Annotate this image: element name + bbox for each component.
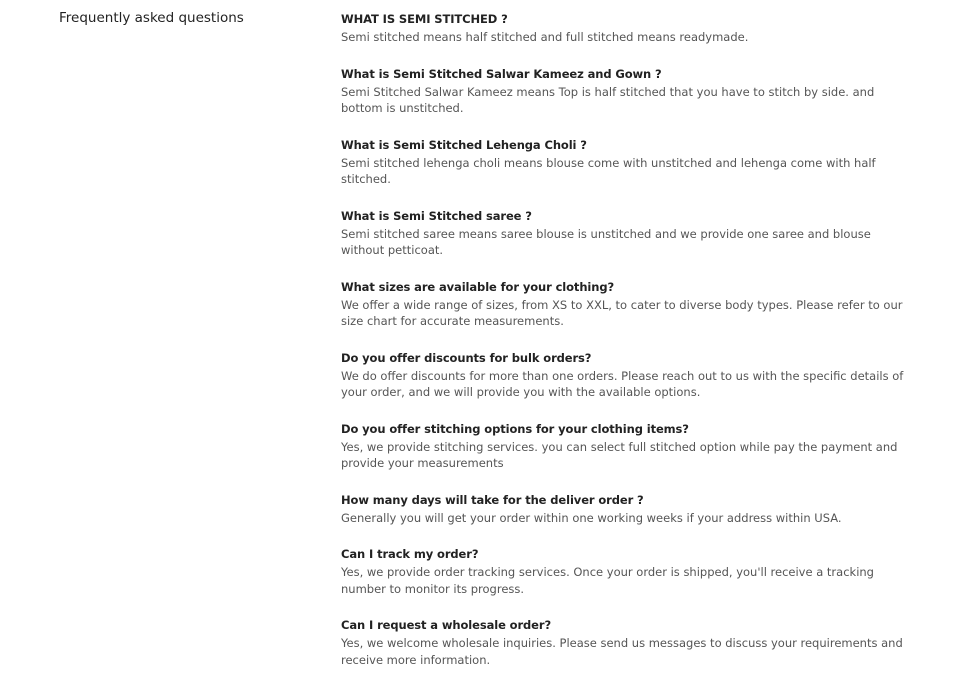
faq-item [341,279,913,330]
faq-question: WHAT IS SEMI STITCHED ? [341,12,508,26]
faq-question: What sizes are available for your clothing? [341,279,615,294]
faq-answer: Semi Stitched Salwar Kameez means Top is half stitched that you have to stitch by side. and bottom is unstitched. [341,84,875,115]
faq-item [341,66,913,117]
faq-question: Do you offer discounts for bulk orders? [341,350,592,365]
faq-answer: Yes, we provide order tracking services. Once your order is shipped, you'll receive a tracking number to monitor its progress. [341,565,874,596]
faq-list [341,11,913,688]
faq-answer: We offer a wide range of sizes, from XS to XXL, to cater to diverse body types. Please refer to our size chart for accurate measurements. [341,297,903,328]
faq-item [341,421,913,472]
faq-answer: We do offer discounts for more than one orders. Please reach out to us with the specific details of your order, and we will provide you with the available options. [341,368,904,399]
faq-answer: Generally you will get your order within one working weeks if your address within USA. [341,510,842,525]
faq-item [341,492,913,527]
faq-question: What is Semi Stitched Lehenga Choli ? [341,137,587,152]
faq-item [341,617,913,668]
faq-answer: Yes, we welcome wholesale inquiries. Please send us messages to discuss your requirements and receive more information. [341,636,903,667]
faq-item [341,208,913,259]
faq-answer: Semi stitched lehenga choli means blouse come with unstitched and lehenga come with half stitched. [341,155,876,186]
faq-item [341,137,913,188]
faq-question: What is Semi Stitched saree ? [341,208,532,223]
faq-question: Can I track my order? [341,547,479,561]
faq-question: Do you offer stitching options for your clothing items? [341,421,689,436]
faq-item [341,546,913,597]
faq-answer: Semi stitched saree means saree blouse is unstitched and we provide one saree and blouse without petticoat. [341,226,871,257]
faq-answer: Yes, we provide stitching services. you can select full stitched option while pay the payment and provide your measurements [341,439,898,470]
faq-item [341,11,913,46]
section-title: Frequently asked questions [59,10,244,26]
faq-answer: Semi stitched means half stitched and full stitched means readymade. [341,30,749,44]
faq-question: Can I request a wholesale order? [341,618,552,632]
faq-item [341,350,913,401]
faq-question: How many days will take for the deliver order ? [341,492,644,507]
faq-question: What is Semi Stitched Salwar Kameez and Gown ? [341,66,662,81]
